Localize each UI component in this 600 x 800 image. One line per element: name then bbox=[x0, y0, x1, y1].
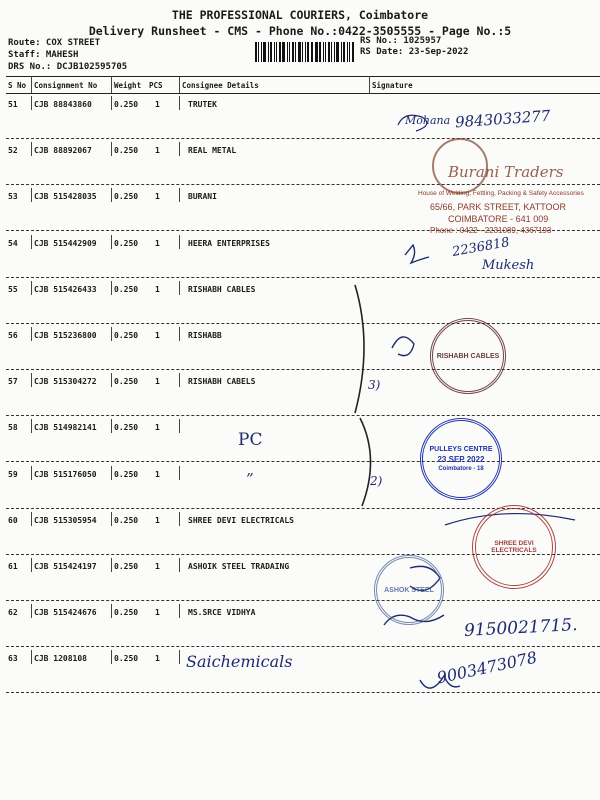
row-sno: 63 bbox=[8, 654, 18, 663]
document-subtitle: Delivery Runsheet - CMS - Phone No.:0422-3505555 - Page No.:5 bbox=[88, 24, 512, 38]
handwritten-name-54: Mukesh bbox=[482, 258, 535, 273]
row-sno: 62 bbox=[8, 608, 18, 617]
handwritten-phone-63: 9003473078 bbox=[435, 647, 539, 688]
pulleys-stamp-name: PULLEYS CENTRE bbox=[429, 446, 493, 453]
row-consignment: CJB 515304272 bbox=[34, 377, 97, 386]
row-consignee: HEERA ENTERPRISES bbox=[188, 239, 270, 248]
col-sno: S No bbox=[8, 81, 27, 90]
row-consignment: CJB 515424197 bbox=[34, 562, 97, 571]
row-pcs: 1 bbox=[155, 239, 160, 248]
row-consignment: CJB 515426433 bbox=[34, 285, 97, 294]
shree-devi-stamp bbox=[472, 505, 556, 589]
row-weight: 0.250 bbox=[114, 285, 139, 294]
row-pcs: 1 bbox=[155, 377, 160, 386]
row-pcs: 1 bbox=[155, 516, 160, 525]
ashok-stamp bbox=[374, 555, 444, 625]
pulleys-stamp-city: Coimbatore - 18 bbox=[438, 466, 484, 472]
row-weight: 0.250 bbox=[114, 331, 139, 340]
col-weight: Weight bbox=[114, 81, 142, 90]
handwritten-ditto-59: ” bbox=[246, 470, 254, 488]
handwritten-consignee-63: Saichemicals bbox=[186, 652, 293, 671]
rs-number: RS No.: 1025957 bbox=[360, 36, 442, 46]
row-consignee: SHREE DEVI ELECTRICALS bbox=[188, 516, 294, 525]
row-consignment: CJB 1208108 bbox=[34, 654, 87, 663]
row-sno: 59 bbox=[8, 470, 18, 479]
row-sno: 61 bbox=[8, 562, 18, 571]
row-pcs: 1 bbox=[155, 192, 160, 201]
row-pcs: 1 bbox=[155, 423, 160, 432]
row-weight: 0.250 bbox=[114, 239, 139, 248]
row-pcs: 1 bbox=[155, 608, 160, 617]
rs-date: RS Date: 23-Sep-2022 bbox=[360, 47, 469, 57]
drs-number: DRS No.: DCJB102595705 bbox=[8, 62, 128, 72]
col-signature: Signature bbox=[372, 81, 413, 90]
row-pcs: 1 bbox=[155, 654, 160, 663]
row-consignment: CJB 515236800 bbox=[34, 331, 97, 340]
row-consignee: BURANI bbox=[188, 192, 217, 201]
row-weight: 0.250 bbox=[114, 377, 139, 386]
handwritten-phone-51: 9843033277 bbox=[454, 106, 551, 132]
row-consignment: CJB 515442909 bbox=[34, 239, 97, 248]
row-sno: 58 bbox=[8, 423, 18, 432]
col-consignee: Consignee Details bbox=[182, 81, 259, 90]
row-weight: 0.250 bbox=[114, 423, 139, 432]
staff-label: Staff: MAHESH bbox=[8, 50, 79, 60]
burani-stamp-name: Burani Traders bbox=[448, 163, 564, 181]
row-weight: 0.250 bbox=[114, 146, 139, 155]
row-consignment: CJB 515424676 bbox=[34, 608, 97, 617]
handwritten-bracket-3: 3) bbox=[368, 378, 381, 392]
burani-stamp-line4: Phone : 0422 - 2231089, 4367193 bbox=[430, 226, 552, 235]
row-consignment: CJB 515305954 bbox=[34, 516, 97, 525]
row-consignee: RISHABB bbox=[188, 331, 222, 340]
row-weight: 0.250 bbox=[114, 192, 139, 201]
row-weight: 0.250 bbox=[114, 100, 139, 109]
row-sno: 53 bbox=[8, 192, 18, 201]
rishabh-stamp-text: RISHABH CABLES bbox=[436, 352, 500, 360]
row-weight: 0.250 bbox=[114, 608, 139, 617]
row-sno: 52 bbox=[8, 146, 18, 155]
handwritten-phone-62: 9150021715. bbox=[463, 615, 579, 641]
row-consignee: MS.SRCE VIDHYA bbox=[188, 608, 256, 617]
row-consignment: CJB 88892067 bbox=[34, 146, 92, 155]
row-weight: 0.250 bbox=[114, 516, 139, 525]
row-pcs: 1 bbox=[155, 470, 160, 479]
route-label: Route: COX STREET bbox=[8, 38, 101, 48]
row-sno: 55 bbox=[8, 285, 18, 294]
row-weight: 0.250 bbox=[114, 562, 139, 571]
burani-stamp-line3: COIMBATORE - 641 009 bbox=[448, 214, 549, 224]
handwritten-bracket-2: 2) bbox=[370, 474, 383, 488]
row-sno: 57 bbox=[8, 377, 18, 386]
row-consignee: RISHABH CABLES bbox=[188, 285, 256, 294]
burani-stamp-line1: House of Welding, Fettling, Packing & Safety Accessories bbox=[418, 190, 584, 197]
pulleys-stamp-date: 23 SEP 2022 bbox=[437, 455, 485, 464]
row-pcs: 1 bbox=[155, 146, 160, 155]
row-consignment: CJB 515176050 bbox=[34, 470, 97, 479]
ashok-stamp-text: ASHOK STEEL bbox=[384, 586, 434, 594]
handwritten-pc-58: PC bbox=[238, 430, 263, 450]
row-consignment: CJB 88843860 bbox=[34, 100, 92, 109]
row-consignee: ASHOIK STEEL TRADAING bbox=[188, 562, 290, 571]
row-consignee: REAL METAL bbox=[188, 146, 237, 155]
row-weight: 0.250 bbox=[114, 470, 139, 479]
row-sno: 54 bbox=[8, 239, 18, 248]
row-sno: 56 bbox=[8, 331, 18, 340]
handwritten-name-51: Mohana bbox=[405, 114, 451, 127]
col-pcs: PCS bbox=[149, 81, 163, 90]
row-consignment: CJB 514982141 bbox=[34, 423, 97, 432]
document-title: THE PROFESSIONAL COURIERS, Coimbatore bbox=[171, 8, 429, 22]
shree-devi-stamp-text: SHREE DEVI ELECTRICALS bbox=[491, 540, 537, 554]
row-sno: 51 bbox=[8, 100, 18, 109]
row-consignment: CJB 515428035 bbox=[34, 192, 97, 201]
row-weight: 0.250 bbox=[114, 654, 139, 663]
row-sno: 60 bbox=[8, 516, 18, 525]
row-pcs: 1 bbox=[155, 100, 160, 109]
burani-stamp-line2: 65/66, PARK STREET, KATTOOR bbox=[430, 202, 567, 212]
row-pcs: 1 bbox=[155, 285, 160, 294]
col-consignment: Consignment No bbox=[34, 81, 98, 90]
rishabh-stamp bbox=[430, 318, 506, 394]
pulleys-stamp bbox=[420, 418, 502, 500]
handwritten-number-54: 2236818 bbox=[451, 235, 511, 260]
row-pcs: 1 bbox=[155, 331, 160, 340]
row-consignee: TRUTEK bbox=[188, 100, 217, 109]
row-consignee: RISHABH CABELS bbox=[188, 377, 256, 386]
row-pcs: 1 bbox=[155, 562, 160, 571]
